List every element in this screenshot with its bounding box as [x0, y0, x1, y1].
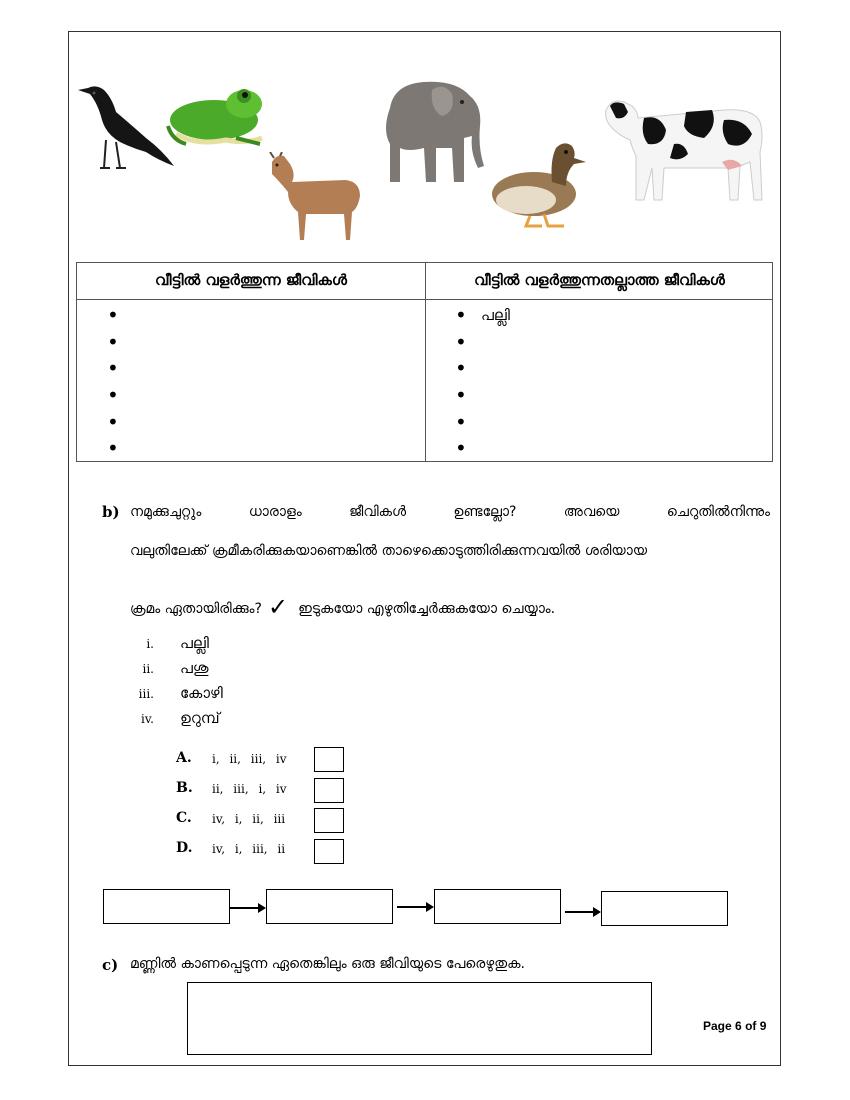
arrow-right-icon [397, 901, 434, 913]
answer-letter: A. [176, 750, 192, 766]
answer-b-checkbox[interactable] [314, 778, 344, 803]
page-current: 6 [735, 1019, 742, 1033]
crow-image [76, 82, 176, 174]
question-b-line3-b: ഇടുകയോ എഴുതിച്ചേർക്കുകയോ ചെയ്യാം. [298, 601, 556, 617]
question-b-line2: വലുതിലേക്ക് ക്രമീകരിക്കുകയാണെങ്കിൽ താഴെക്കൊടുത്തിരിക്കുന്നവയിൽ ശരിയായ [130, 543, 648, 559]
answer-letter: B. [176, 780, 193, 796]
duck-image [490, 138, 588, 228]
table-header-divider [77, 299, 772, 300]
word: അവയെ [563, 504, 620, 520]
domestic-animals-list [107, 307, 133, 467]
animals-classification-table [76, 262, 773, 462]
wild-animals-list [455, 307, 510, 467]
question-b-line1 [130, 504, 770, 520]
word: ധാരാളം [248, 504, 302, 520]
sequence-box-1[interactable] [103, 889, 230, 924]
option-text: പല്ലി [180, 634, 209, 652]
answer-letter: D. [176, 840, 193, 856]
answer-sequence: i, ii, iii, iv [212, 752, 287, 766]
page-total: of 9 [745, 1019, 767, 1033]
answer-sequence: iv, i, iii, ii [212, 842, 286, 856]
header-domestic-animals: വീട്ടിൽ വളർത്തുന്ന ജീവികൾ [155, 271, 347, 289]
option-number: ii. [142, 662, 154, 676]
answer-d-checkbox[interactable] [314, 839, 344, 864]
word: ജീവികൾ [349, 504, 407, 520]
answer-sequence: ii, iii, i, iv [212, 782, 287, 796]
answer-sequence: iv, i, ii, iii [212, 812, 286, 826]
question-b-line3 [130, 593, 730, 621]
cow-image [604, 96, 768, 206]
option-text: ഉറുമ്പ് [180, 709, 220, 727]
answer-a-checkbox[interactable] [314, 747, 344, 772]
arrow-right-icon [230, 902, 266, 914]
list-item: • പല്ലി [455, 307, 510, 334]
list-item[interactable] [455, 440, 510, 467]
question-b-label: b) [102, 503, 120, 521]
page-number [703, 1019, 766, 1033]
elephant-image [380, 78, 496, 186]
option-text: പശു [180, 659, 209, 677]
sequence-box-3[interactable] [434, 889, 561, 924]
goat-image [266, 152, 364, 242]
word: ചെറുതിൽനിന്നും [666, 504, 770, 520]
option-text: കോഴി [180, 684, 223, 702]
table-column-divider [425, 263, 426, 461]
option-number: iv. [140, 712, 154, 726]
answer-letter: C. [176, 810, 192, 826]
question-c-answer-box[interactable] [187, 982, 652, 1055]
list-item[interactable] [107, 440, 133, 467]
frog-image [166, 82, 266, 148]
check-mark-icon: ✓ [267, 593, 289, 621]
arrow-right-icon [565, 906, 601, 918]
sequence-box-2[interactable] [266, 889, 393, 924]
answer-c-checkbox[interactable] [314, 808, 344, 833]
sequence-box-4[interactable] [601, 891, 728, 926]
word: ഉണ്ടല്ലോ? [453, 504, 517, 520]
word: നമുക്കുചുറ്റും [130, 504, 202, 520]
question-c-label: c) [102, 956, 119, 974]
question-b-line3-a: ക്രമം ഏതായിരിക്കും? [130, 601, 262, 617]
page-prefix: Page [703, 1019, 732, 1033]
header-wild-animals: വീട്ടിൽ വളർത്തുന്നതല്ലാത്ത ജീവികൾ [474, 271, 725, 289]
option-number: i. [146, 637, 154, 651]
option-number: iii. [138, 687, 154, 701]
question-c-text: മണ്ണിൽ കാണപ്പെടുന്ന ഏതെങ്കിലും ഒരു ജീവിയുടെ പേരെഴുതുക. [130, 956, 525, 972]
